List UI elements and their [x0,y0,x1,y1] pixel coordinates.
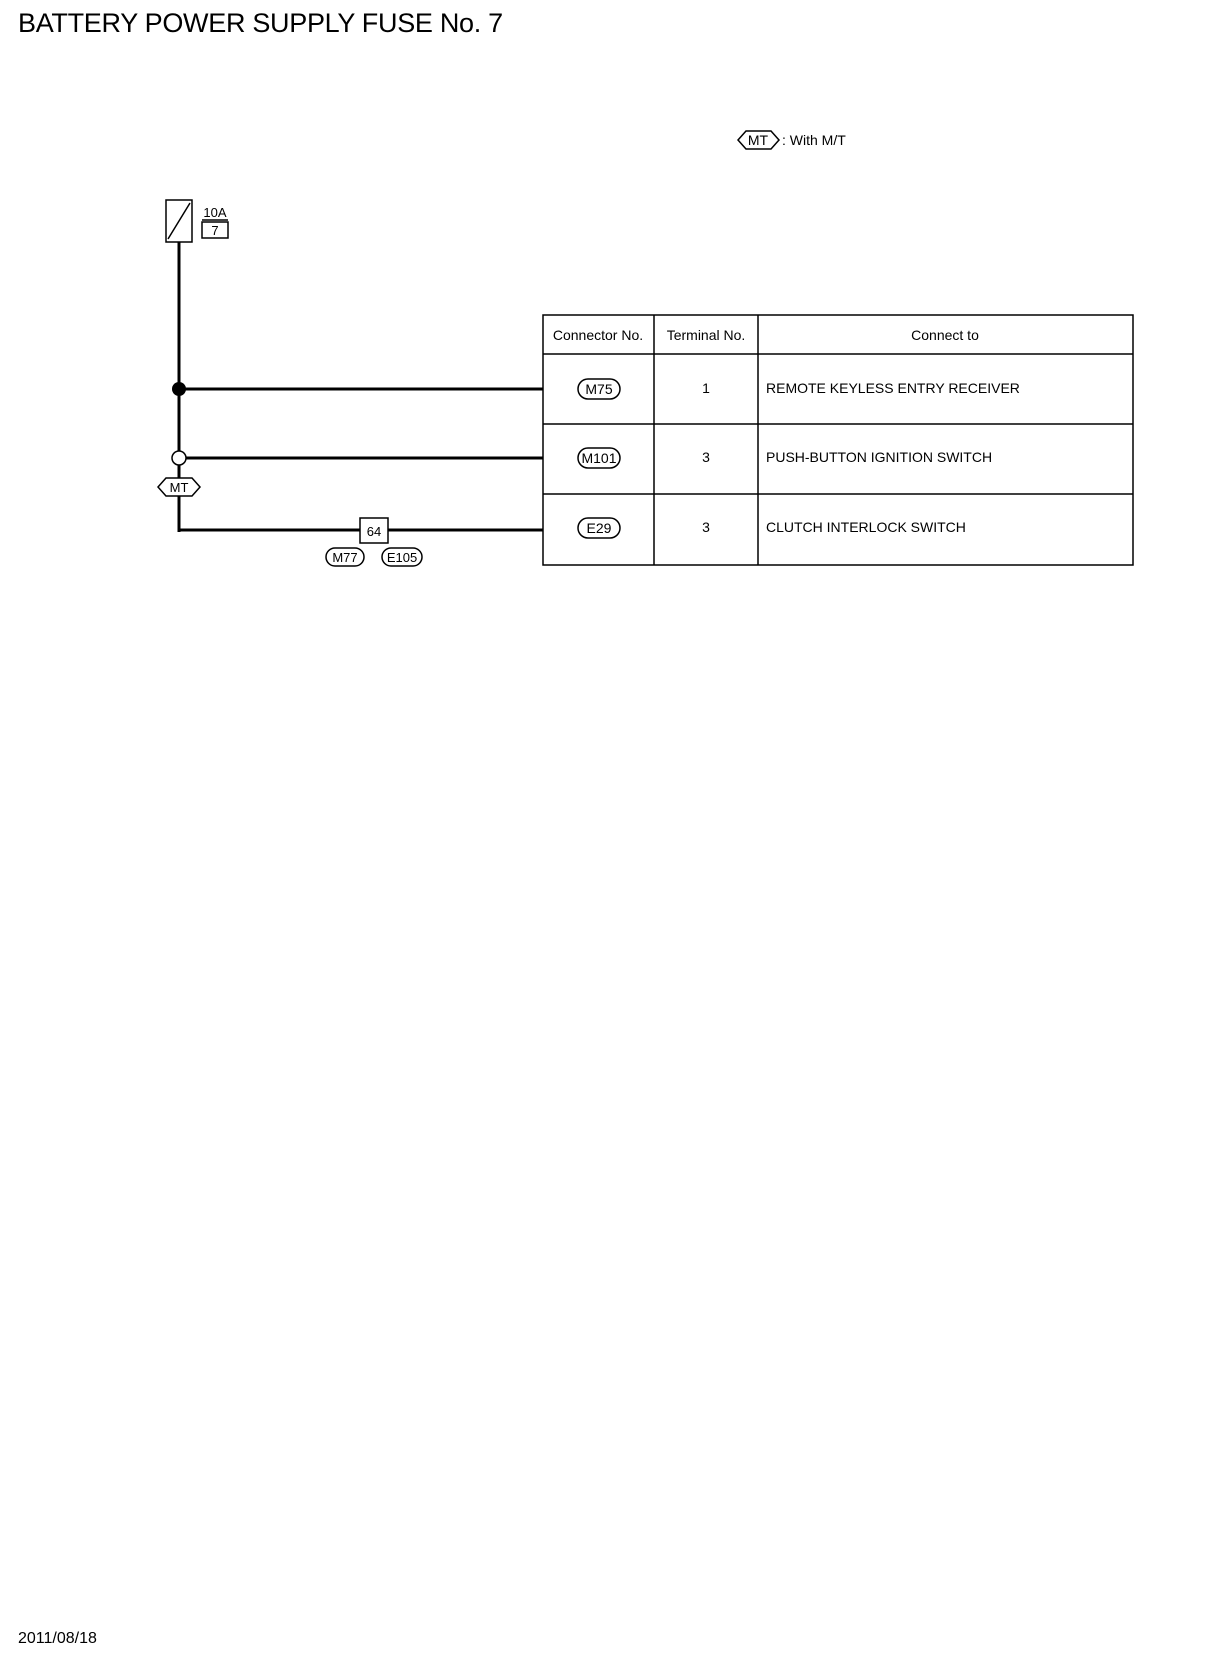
inline-connector-e105: E105 [386,550,418,565]
row3-terminal: 3 [702,519,710,535]
fuse-rating: 10A [203,205,227,220]
mt-badge-text: MT [169,480,189,495]
legend-text: : With M/T [782,132,846,148]
table-header-terminal: Terminal No. [666,327,746,343]
row2-terminal: 3 [702,449,710,465]
row1-connect-to: REMOTE KEYLESS ENTRY RECEIVER [766,380,1020,396]
inline-connector-m77: M77 [332,550,358,565]
fuse-number: 7 [211,223,219,238]
table-header-connect-to: Connect to [911,327,979,343]
inline-terminal-number: 64 [366,524,382,539]
mt-condition-badge [158,478,200,496]
row3-connector: E29 [586,520,612,536]
wires [179,242,543,532]
page-title: BATTERY POWER SUPPLY FUSE No. 7 [18,8,503,38]
inline-connector [326,518,422,566]
connector-table [543,315,1133,565]
legend-mt-badge-text: MT [747,132,769,148]
row3-connect-to: CLUTCH INTERLOCK SWITCH [766,519,966,535]
splice-filled [172,382,186,396]
splice-open [172,451,186,465]
row1-terminal: 1 [702,380,710,396]
legend [738,131,846,149]
table-header-connector: Connector No. [552,327,644,343]
fuse-element [168,203,190,239]
fuse-symbol [166,200,228,242]
row2-connect-to: PUSH-BUTTON IGNITION SWITCH [766,449,993,465]
footer-date: 2011/08/18 [18,1630,97,1647]
row1-connector: M75 [585,381,613,397]
row2-connector: M101 [581,450,617,466]
